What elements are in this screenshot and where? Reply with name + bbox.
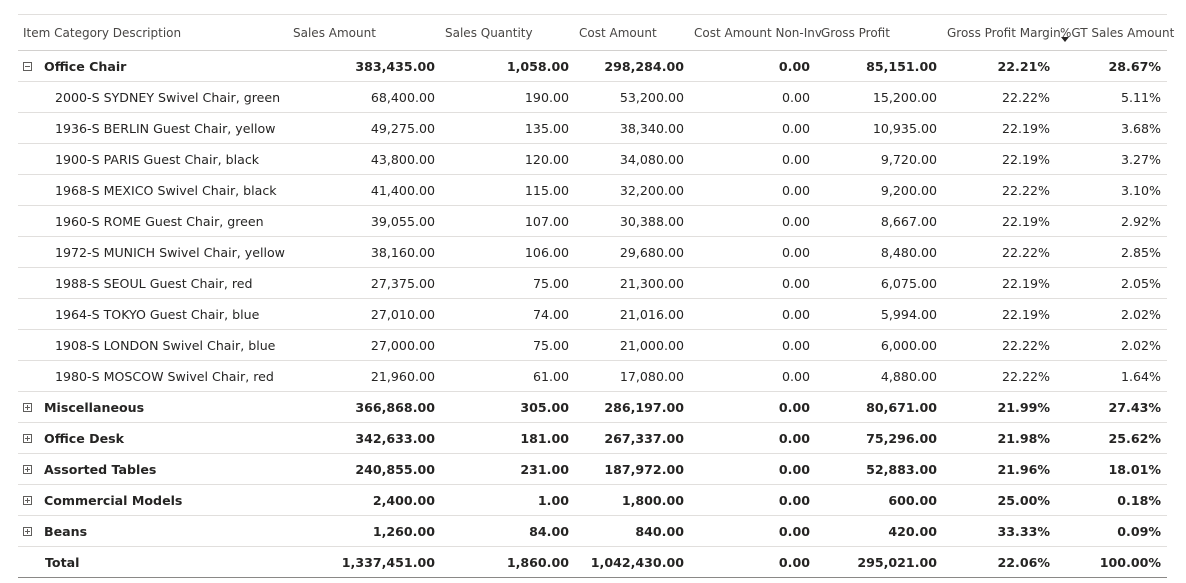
- sales-quantity-cell: 61.00: [532, 368, 569, 384]
- cost-amount-cell: 34,080.00: [619, 151, 684, 167]
- cost-amount-non-inv-cell: 0.00: [781, 368, 810, 384]
- item-label: 1936-S BERLIN Guest Chair, yellow: [55, 120, 276, 136]
- gt-sales-amount-cell: 2.85%: [1120, 244, 1161, 260]
- total-label: Total: [45, 554, 80, 570]
- gt-sales-amount-cell: 3.27%: [1120, 151, 1161, 167]
- collapse-icon[interactable]: [23, 62, 32, 71]
- cost-amount-non-inv-cell: 0.00: [778, 492, 810, 508]
- gross-profit-margin-cell: 22.22%: [1001, 89, 1050, 105]
- sales-quantity-cell: 106.00: [524, 244, 569, 260]
- cost-amount-non-inv-cell: 0.00: [781, 213, 810, 229]
- cost-amount-cell: 21,000.00: [619, 337, 684, 353]
- item-label: 1988-S SEOUL Guest Chair, red: [55, 275, 253, 291]
- sales-amount-cell: 27,010.00: [370, 306, 435, 322]
- group-row: [18, 485, 1167, 516]
- sales-amount-cell: 68,400.00: [370, 89, 435, 105]
- gross-profit-margin-cell: 22.19%: [1001, 213, 1050, 229]
- group-label-cell: [23, 516, 293, 546]
- column-header-sales-quantity[interactable]: Sales Quantity: [445, 25, 533, 40]
- gross-profit-margin-cell: 33.33%: [997, 523, 1050, 539]
- sales-amount-cell: 27,375.00: [370, 275, 435, 291]
- total-gross-profit: 295,021.00: [857, 554, 937, 570]
- item-label: 1900-S PARIS Guest Chair, black: [55, 151, 260, 167]
- sales-quantity-cell: 1.00: [537, 492, 569, 508]
- sales-amount-cell: 366,868.00: [355, 399, 435, 415]
- cost-amount-non-inv-cell: 0.00: [778, 58, 810, 74]
- detail-row: [18, 175, 1167, 206]
- gross-profit-cell: 9,200.00: [880, 182, 937, 198]
- detail-row: [18, 268, 1167, 299]
- gross-profit-margin-cell: 22.19%: [1001, 120, 1050, 136]
- total-cost-amount-non-inv: 0.00: [778, 554, 810, 570]
- cost-amount-non-inv-cell: 0.00: [781, 182, 810, 198]
- expand-icon[interactable]: [23, 465, 32, 474]
- detail-row: [18, 361, 1167, 392]
- item-label-cell: [55, 268, 325, 298]
- sales-quantity-cell: 115.00: [524, 182, 569, 198]
- item-label-cell: [55, 175, 325, 205]
- group-label-cell: [23, 485, 293, 515]
- cost-amount-non-inv-cell: 0.00: [781, 275, 810, 291]
- group-row: [18, 516, 1167, 547]
- gross-profit-margin-cell: 21.99%: [997, 399, 1050, 415]
- item-label-cell: [55, 299, 325, 329]
- table-body: [18, 51, 1167, 547]
- gross-profit-cell: 85,151.00: [866, 58, 937, 74]
- sales-quantity-cell: 107.00: [524, 213, 569, 229]
- column-header-item-category[interactable]: Item Category Description: [23, 25, 182, 40]
- gt-sales-amount-cell: 3.68%: [1120, 120, 1161, 136]
- cost-amount-non-inv-cell: 0.00: [778, 399, 810, 415]
- gross-profit-margin-cell: 22.22%: [1001, 368, 1050, 384]
- sales-quantity-cell: 75.00: [532, 337, 569, 353]
- group-label-cell: [23, 454, 293, 484]
- sales-quantity-cell: 231.00: [520, 461, 569, 477]
- detail-row: [18, 330, 1167, 361]
- group-label-cell: [23, 423, 293, 453]
- cost-amount-cell: 21,016.00: [619, 306, 684, 322]
- cost-amount-non-inv-cell: 0.00: [781, 337, 810, 353]
- cost-amount-cell: 53,200.00: [619, 89, 684, 105]
- sales-amount-cell: 21,960.00: [370, 368, 435, 384]
- item-label-cell: [55, 237, 325, 267]
- sort-descending-icon: [1061, 37, 1069, 42]
- cost-amount-non-inv-cell: 0.00: [778, 523, 810, 539]
- column-header-cost-amount[interactable]: Cost Amount: [579, 25, 657, 40]
- total-gross-profit-margin: 22.06%: [997, 554, 1050, 570]
- sales-quantity-cell: 75.00: [532, 275, 569, 291]
- gross-profit-cell: 9,720.00: [880, 151, 937, 167]
- gt-sales-amount-cell: 2.05%: [1120, 275, 1161, 291]
- cost-amount-cell: 17,080.00: [619, 368, 684, 384]
- gt-sales-amount-cell: 0.18%: [1117, 492, 1161, 508]
- group-row: [18, 454, 1167, 485]
- gross-profit-cell: 420.00: [888, 523, 937, 539]
- total-gt-sales-amount: 100.00%: [1099, 554, 1161, 570]
- item-label-cell: [55, 82, 325, 112]
- sales-quantity-cell: 74.00: [532, 306, 569, 322]
- category-label: Office Desk: [44, 430, 125, 446]
- cost-amount-cell: 187,972.00: [604, 461, 684, 477]
- gross-profit-cell: 10,935.00: [872, 120, 937, 136]
- gross-profit-margin-cell: 22.19%: [1001, 306, 1050, 322]
- total-cost-amount: 1,042,430.00: [590, 554, 684, 570]
- expand-icon[interactable]: [23, 403, 32, 412]
- group-label-cell: [23, 392, 293, 422]
- sales-quantity-cell: 181.00: [520, 430, 569, 446]
- group-row: [18, 392, 1167, 423]
- category-label: Office Chair: [44, 58, 127, 74]
- gt-sales-amount-cell: 2.92%: [1120, 213, 1161, 229]
- gross-profit-cell: 80,671.00: [866, 399, 937, 415]
- cost-amount-cell: 298,284.00: [604, 58, 684, 74]
- category-label: Commercial Models: [44, 492, 183, 508]
- gross-profit-cell: 8,667.00: [880, 213, 937, 229]
- sales-amount-cell: 342,633.00: [355, 430, 435, 446]
- item-label: 1964-S TOKYO Guest Chair, blue: [55, 306, 260, 322]
- gross-profit-margin-cell: 22.22%: [1001, 244, 1050, 260]
- gross-profit-cell: 4,880.00: [880, 368, 937, 384]
- gt-sales-amount-cell: 18.01%: [1108, 461, 1161, 477]
- detail-row: [18, 144, 1167, 175]
- cost-amount-non-inv-cell: 0.00: [781, 244, 810, 260]
- cost-amount-cell: 32,200.00: [619, 182, 684, 198]
- gross-profit-margin-cell: 22.19%: [1001, 275, 1050, 291]
- cost-amount-cell: 840.00: [635, 523, 684, 539]
- sales-quantity-cell: 305.00: [520, 399, 569, 415]
- sales-amount-cell: 2,400.00: [372, 492, 435, 508]
- item-label: 1972-S MUNICH Swivel Chair, yellow: [55, 244, 285, 260]
- expand-icon[interactable]: [23, 527, 32, 536]
- column-header-gross-profit[interactable]: Gross Profit: [821, 25, 890, 40]
- item-label-cell: [55, 113, 325, 143]
- item-label: 2000-S SYDNEY Swivel Chair, green: [55, 89, 281, 105]
- group-row: [18, 423, 1167, 454]
- gross-profit-margin-cell: 22.22%: [1001, 337, 1050, 353]
- gross-profit-margin-cell: 22.21%: [997, 58, 1050, 74]
- item-label: 1908-S LONDON Swivel Chair, blue: [55, 337, 276, 353]
- sales-quantity-cell: 190.00: [524, 89, 569, 105]
- gross-profit-cell: 15,200.00: [872, 89, 937, 105]
- cost-amount-non-inv-cell: 0.00: [781, 151, 810, 167]
- group-row: [18, 51, 1167, 82]
- item-label: 1980-S MOSCOW Swivel Chair, red: [55, 368, 274, 384]
- detail-row: [18, 206, 1167, 237]
- gt-sales-amount-cell: 2.02%: [1120, 337, 1161, 353]
- expand-icon[interactable]: [23, 496, 32, 505]
- column-header-sales-amount[interactable]: Sales Amount: [293, 25, 376, 40]
- sales-quantity-cell: 84.00: [529, 523, 569, 539]
- sales-amount-cell: 383,435.00: [355, 58, 435, 74]
- item-label: 1968-S MEXICO Swivel Chair, black: [55, 182, 277, 198]
- gross-profit-cell: 6,075.00: [880, 275, 937, 291]
- item-label-cell: [55, 361, 325, 391]
- gt-sales-amount-cell: 27.43%: [1108, 399, 1161, 415]
- gt-sales-amount-cell: 5.11%: [1120, 89, 1161, 105]
- category-label: Miscellaneous: [44, 399, 145, 415]
- gross-profit-margin-cell: 22.22%: [1001, 182, 1050, 198]
- gt-sales-amount-cell: 0.09%: [1117, 523, 1161, 539]
- gt-sales-amount-cell: 2.02%: [1120, 306, 1161, 322]
- gross-profit-margin-cell: 25.00%: [997, 492, 1050, 508]
- sales-amount-cell: 240,855.00: [355, 461, 435, 477]
- sales-amount-cell: 38,160.00: [370, 244, 435, 260]
- detail-row: [18, 237, 1167, 268]
- column-header-gt-sales-amount[interactable]: %GT Sales Amount: [1060, 25, 1175, 40]
- cost-amount-non-inv-cell: 0.00: [781, 306, 810, 322]
- item-label-cell: [55, 330, 325, 360]
- total-sales-amount: 1,337,451.00: [341, 554, 435, 570]
- expand-icon[interactable]: [23, 434, 32, 443]
- item-label: 1960-S ROME Guest Chair, green: [55, 213, 264, 229]
- cost-amount-cell: 1,800.00: [621, 492, 684, 508]
- cost-amount-cell: 286,197.00: [604, 399, 684, 415]
- gt-sales-amount-cell: 25.62%: [1108, 430, 1161, 446]
- total-sales-quantity: 1,860.00: [506, 554, 569, 570]
- cost-amount-cell: 21,300.00: [619, 275, 684, 291]
- gt-sales-amount-cell: 28.67%: [1108, 58, 1161, 74]
- gross-profit-cell: 52,883.00: [866, 461, 937, 477]
- matrix-table: [18, 14, 1175, 578]
- sales-amount-cell: 27,000.00: [370, 337, 435, 353]
- category-label: Assorted Tables: [44, 461, 157, 477]
- gross-profit-cell: 5,994.00: [880, 306, 937, 322]
- sales-amount-cell: 1,260.00: [372, 523, 435, 539]
- sales-quantity-cell: 135.00: [524, 120, 569, 136]
- detail-row: [18, 113, 1167, 144]
- detail-row: [18, 82, 1167, 113]
- gross-profit-margin-cell: 22.19%: [1001, 151, 1050, 167]
- sales-quantity-cell: 1,058.00: [506, 58, 569, 74]
- gross-profit-cell: 600.00: [888, 492, 937, 508]
- sales-amount-cell: 49,275.00: [370, 120, 435, 136]
- column-header-row: [18, 14, 1175, 51]
- sales-amount-cell: 43,800.00: [370, 151, 435, 167]
- item-label-cell: [55, 144, 325, 174]
- gross-profit-margin-cell: 21.98%: [997, 430, 1050, 446]
- column-header-cost-amount-non-inv[interactable]: Cost Amount Non-Inv: [694, 25, 822, 40]
- sales-amount-cell: 41,400.00: [370, 182, 435, 198]
- cost-amount-non-inv-cell: 0.00: [781, 89, 810, 105]
- gross-profit-cell: 8,480.00: [880, 244, 937, 260]
- cost-amount-non-inv-cell: 0.00: [778, 430, 810, 446]
- detail-row: [18, 299, 1167, 330]
- category-label: Beans: [44, 523, 88, 539]
- cost-amount-non-inv-cell: 0.00: [781, 120, 810, 136]
- gt-sales-amount-cell: 1.64%: [1120, 368, 1161, 384]
- gross-profit-cell: 6,000.00: [880, 337, 937, 353]
- item-label-cell: [55, 206, 325, 236]
- total-row: [18, 547, 1167, 578]
- cost-amount-cell: 38,340.00: [619, 120, 684, 136]
- gross-profit-margin-cell: 21.96%: [997, 461, 1050, 477]
- sales-amount-cell: 39,055.00: [370, 213, 435, 229]
- column-header-gross-profit-margin[interactable]: Gross Profit Margin: [947, 25, 1061, 40]
- cost-amount-cell: 267,337.00: [604, 430, 684, 446]
- cost-amount-cell: 29,680.00: [619, 244, 684, 260]
- gross-profit-cell: 75,296.00: [866, 430, 937, 446]
- cost-amount-non-inv-cell: 0.00: [778, 461, 810, 477]
- group-label-cell: [23, 51, 293, 81]
- sales-quantity-cell: 120.00: [524, 151, 569, 167]
- cost-amount-cell: 30,388.00: [619, 213, 684, 229]
- gt-sales-amount-cell: 3.10%: [1120, 182, 1161, 198]
